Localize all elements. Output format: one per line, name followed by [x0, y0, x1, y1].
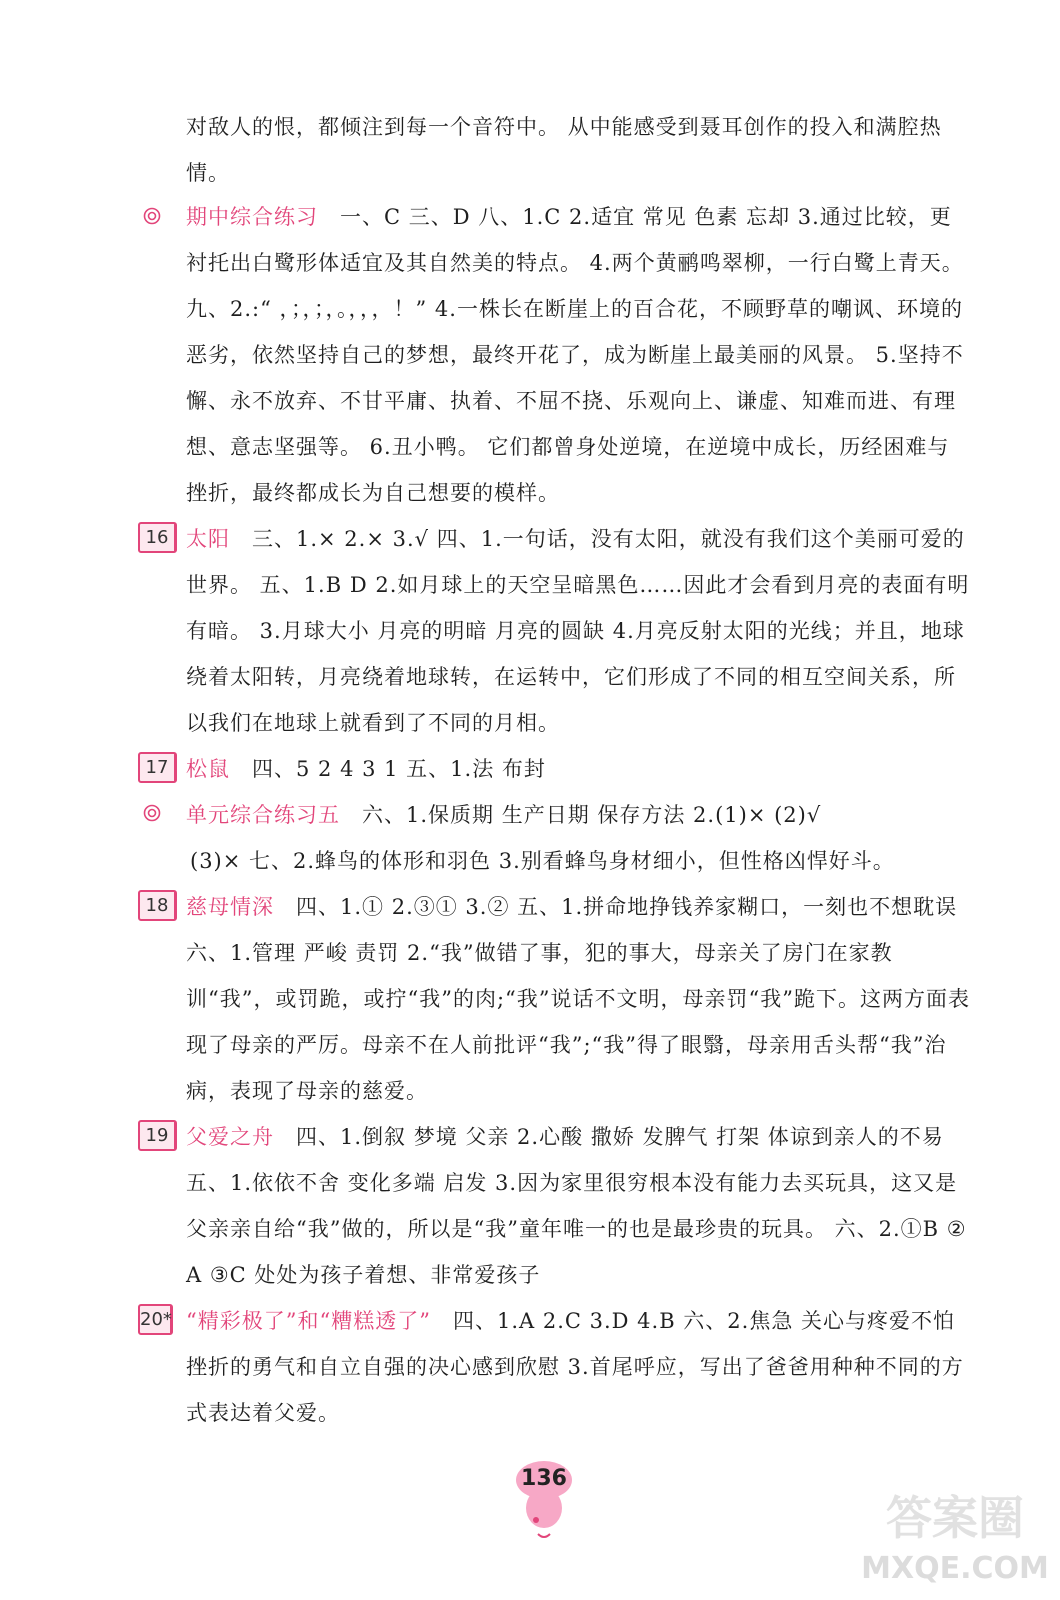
entry-answer: 四、1.倒叙 梦境 父亲 2.心酸 撒娇 发脾气 打架 体谅到亲人的不易 五、1.依依不舍 变化多端 启发 3.因为家里很穷根本没有能力去买玩具，这又是父亲亲自给“我”做的，所以是“我”童年唯一的也是最珍贵的玩具。 六、2.①B ②A ③C 处处为孩子着想、非常爱孩子 [186, 1125, 967, 1287]
circle-marker-icon [143, 207, 161, 225]
entry-lesson-16 [186, 516, 971, 746]
entry-answer: 四、1.① 2.③① 3.② 五、1.拼命地挣钱养家糊口，一刻也不想耽误 六、1.管理 严峻 责罚 2.“我”做错了事，犯的事大，母亲关了房门在家教训“我”，或罚跪，或拧“我”的肉;“我”说话不文明，母亲罚“我”跪下。这两方面表现了母亲的严厉。母亲不在人前批评“我”;“我”得了眼翳，母亲用舌头帮“我”治病，表现了母亲的慈爱。 [186, 895, 970, 1103]
entry-title: 父爱之舟 [186, 1125, 274, 1149]
circle-marker-icon [143, 804, 161, 822]
entry-title: 单元综合练习五 [186, 803, 340, 827]
svg-text:答案圈: 答案圈 [886, 1491, 1024, 1545]
lesson-number-badge: 16 [138, 522, 177, 553]
lesson-number-badge: 20* [138, 1304, 173, 1335]
entry-unit-review-5 [186, 792, 971, 838]
watermark-logo [860, 1478, 1050, 1590]
entry-answer: 一、C 三、D 八、1.C 2.适宜 常见 色素 忘却 3.通过比较，更衬托出白鹭形体适宜及其自然美的特点。 4.两个黄鹂鸣翠柳，一行白鹭上青天。 九、2.:“ ，；，；，。，，，！” 4.一株长在断崖上的百合花，不顾野草的嘲讽、环境的恶劣，依然坚持自己的梦想，最终开花了，成为断崖上最美丽的风景。 5.坚持不懈、永不放弃、不甘平庸、执着、不屈不挠、乐观向上、谦虚、知难而进、有理想、意志坚强等。 6.丑小鸭。 它们都曾身处逆境，在逆境中成长，历经困难与挫折，最终都成长为自己想要的模样。 [186, 205, 964, 505]
entry-lesson-17 [186, 746, 971, 792]
entry-answer: 四、1.A 2.C 3.D 4.B 六、2.焦急 关心与疼爱不怕挫折的勇气和自立自强的决心感到欣慰 3.首尾呼应，写出了爸爸用种种不同的方式表达着父爱。 [186, 1309, 964, 1425]
lesson-number-badge: 19 [138, 1120, 177, 1151]
entry-answer: 四、5 2 4 3 1 五、1.法 布封 [252, 757, 546, 781]
entry-unit-review-5-line2: (3)× 七、2.蜂鸟的体形和羽色 3.别看蜂鸟身材细小，但性格凶悍好斗。 [190, 849, 895, 873]
page-number: 136 [521, 1466, 567, 1491]
page-number-badge [512, 1458, 576, 1544]
svg-text:MXQE.COM: MXQE.COM [861, 1551, 1049, 1586]
entry-lesson-20 [186, 1298, 971, 1436]
entry-title: “精彩极了”和“糟糕透了” [186, 1309, 431, 1333]
entry-lesson-18 [186, 884, 971, 1114]
lesson-number-badge: 18 [138, 890, 177, 921]
entry-title: 太阳 [186, 527, 230, 551]
entry-title: 期中综合练习 [186, 205, 318, 229]
continuation-text: 对敌人的恨，都倾注到每一个音符中。 从中能感受到聂耳创作的投入和满腔热情。 [186, 115, 942, 185]
entry-title: 松鼠 [186, 757, 230, 781]
entry-lesson-19 [186, 1114, 971, 1298]
entry-answer: 六、1.保质期 生产日期 保存方法 2.(1)× (2)√ [362, 803, 822, 827]
lesson-number-badge: 17 [138, 752, 177, 783]
entry-midterm [186, 194, 971, 516]
entry-answer: 三、1.× 2.× 3.√ 四、1.一句话，没有太阳，就没有我们这个美丽可爱的世界。 五、1.B D 2.如月球上的天空呈暗黑色……因此才会看到月亮的表面有明有暗。 3.月球大小 月亮的明暗 月亮的圆缺 4.月亮反射太阳的光线；并且，地球绕着太阳转，月亮绕着地球转，在运转中，它们形成了不同的相互空间关系，所以我们在地球上就看到了不同的月相。 [186, 527, 970, 735]
entry-title: 慈母情深 [186, 895, 274, 919]
